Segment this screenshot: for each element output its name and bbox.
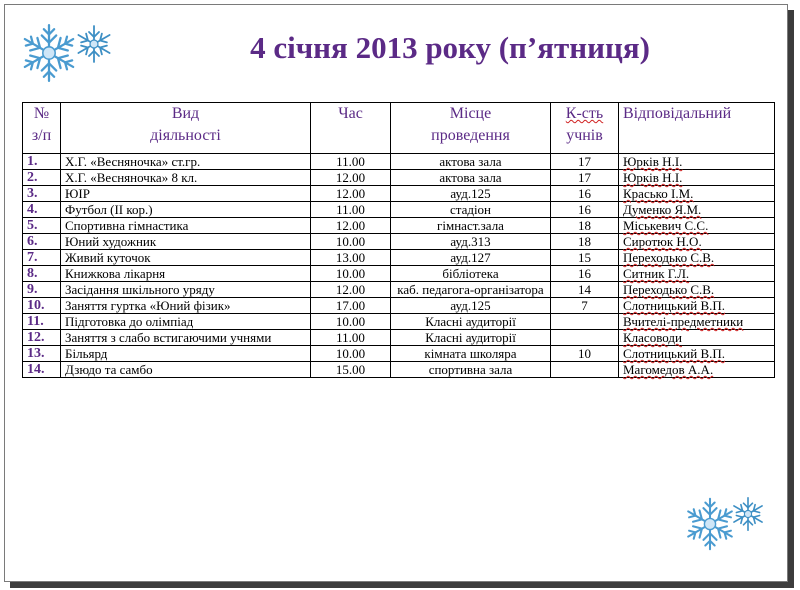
table-header-row — [23, 103, 775, 154]
row-time: 17.00 — [311, 298, 391, 314]
row-responsible: Вчителі-предметники — [619, 314, 775, 330]
header-activity: Вид діяльності — [61, 103, 311, 154]
table-row — [23, 170, 775, 186]
row-number: 12. — [23, 330, 61, 346]
row-count: 16 — [551, 202, 619, 218]
row-number: 9. — [23, 282, 61, 298]
row-number: 13. — [23, 346, 61, 362]
row-count: 15 — [551, 250, 619, 266]
header-num: № з/п — [23, 103, 61, 154]
header-responsible: Відповідальний — [619, 103, 775, 154]
row-count: 14 — [551, 282, 619, 298]
row-activity: Живий куточок — [61, 250, 311, 266]
row-responsible: Переходько С.В. — [619, 250, 775, 266]
row-time: 11.00 — [311, 202, 391, 218]
row-time: 11.00 — [311, 154, 391, 170]
row-responsible: Сиротюк Н.О. — [619, 234, 775, 250]
row-count — [551, 362, 619, 378]
row-responsible: Думенко Я.М. — [619, 202, 775, 218]
row-activity: Х.Г. «Весняночка» ст.гр. — [61, 154, 311, 170]
table-row — [23, 266, 775, 282]
row-place: стадіон — [391, 202, 551, 218]
row-place: гімнаст.зала — [391, 218, 551, 234]
header-count: К-сть учнів — [551, 103, 619, 154]
row-count: 7 — [551, 298, 619, 314]
row-count: 10 — [551, 346, 619, 362]
row-time: 12.00 — [311, 282, 391, 298]
row-number: 6. — [23, 234, 61, 250]
row-count: 18 — [551, 218, 619, 234]
row-number: 4. — [23, 202, 61, 218]
row-number: 5. — [23, 218, 61, 234]
row-activity: ЮІР — [61, 186, 311, 202]
row-responsible: Слотницький В.П. — [619, 298, 775, 314]
schedule-table — [22, 102, 775, 378]
table-row — [23, 298, 775, 314]
row-activity: Більярд — [61, 346, 311, 362]
snowflake-icon — [730, 496, 766, 532]
row-place: ауд.125 — [391, 186, 551, 202]
row-number: 8. — [23, 266, 61, 282]
row-count — [551, 314, 619, 330]
table-row — [23, 330, 775, 346]
table-row — [23, 346, 775, 362]
row-responsible: Магомедов А.А. — [619, 362, 775, 378]
row-activity: Дзюдо та самбо — [61, 362, 311, 378]
row-time: 12.00 — [311, 170, 391, 186]
row-time: 10.00 — [311, 266, 391, 282]
row-number: 1. — [23, 154, 61, 170]
row-activity: Футбол (ІІ кор.) — [61, 202, 311, 218]
row-place: бібліотека — [391, 266, 551, 282]
row-place: ауд.127 — [391, 250, 551, 266]
row-time: 11.00 — [311, 330, 391, 346]
row-place: спортивна зала — [391, 362, 551, 378]
table-row — [23, 362, 775, 378]
row-responsible: Ситник Г.Л. — [619, 266, 775, 282]
row-place: кімната школяра — [391, 346, 551, 362]
row-activity: Х.Г. «Весняночка» 8 кл. — [61, 170, 311, 186]
row-number: 14. — [23, 362, 61, 378]
row-responsible: Класоводи — [619, 330, 775, 346]
row-responsible: Юрків Н.І. — [619, 170, 775, 186]
row-responsible: Слотницький В.П. — [619, 346, 775, 362]
table-row — [23, 202, 775, 218]
row-time: 10.00 — [311, 234, 391, 250]
row-activity: Заняття з слабо встигаючими учнями — [61, 330, 311, 346]
row-responsible: Переходько С.В. — [619, 282, 775, 298]
row-time: 12.00 — [311, 186, 391, 202]
row-number: 7. — [23, 250, 61, 266]
row-place: актова зала — [391, 170, 551, 186]
row-activity: Засідання шкільного уряду — [61, 282, 311, 298]
row-place: Класні аудиторії — [391, 330, 551, 346]
row-number: 2. — [23, 170, 61, 186]
row-count: 18 — [551, 234, 619, 250]
table-row — [23, 250, 775, 266]
table-row — [23, 282, 775, 298]
row-count — [551, 330, 619, 346]
header-place: Місце проведення — [391, 103, 551, 154]
row-activity: Підготовка до олімпіад — [61, 314, 311, 330]
row-place: ауд.313 — [391, 234, 551, 250]
row-responsible: Красько І.М. — [619, 186, 775, 202]
table-row — [23, 314, 775, 330]
row-activity: Юний художник — [61, 234, 311, 250]
row-number: 10. — [23, 298, 61, 314]
table-row — [23, 218, 775, 234]
snowflake-icon — [18, 22, 80, 84]
row-time: 15.00 — [311, 362, 391, 378]
row-responsible: Юрків Н.І. — [619, 154, 775, 170]
row-place: Класні аудиторії — [391, 314, 551, 330]
row-responsible: Міськевич С.С. — [619, 218, 775, 234]
snowflake-icon — [74, 24, 114, 64]
row-place: актова зала — [391, 154, 551, 170]
row-count: 17 — [551, 170, 619, 186]
header-time: Час — [311, 103, 391, 154]
row-count: 16 — [551, 186, 619, 202]
row-count: 17 — [551, 154, 619, 170]
row-count: 16 — [551, 266, 619, 282]
table-row — [23, 234, 775, 250]
row-number: 11. — [23, 314, 61, 330]
row-time: 10.00 — [311, 314, 391, 330]
row-activity: Заняття гуртка «Юний фізик» — [61, 298, 311, 314]
row-time: 12.00 — [311, 218, 391, 234]
table-row — [23, 186, 775, 202]
row-place: ауд.125 — [391, 298, 551, 314]
row-number: 3. — [23, 186, 61, 202]
page-title: 4 січня 2013 року (п’ятниця) — [250, 30, 650, 65]
table-row — [23, 154, 775, 170]
row-activity: Книжкова лікарня — [61, 266, 311, 282]
row-activity: Спортивна гімнастика — [61, 218, 311, 234]
row-place: каб. педагога-організатора — [391, 282, 551, 298]
row-time: 13.00 — [311, 250, 391, 266]
row-time: 10.00 — [311, 346, 391, 362]
